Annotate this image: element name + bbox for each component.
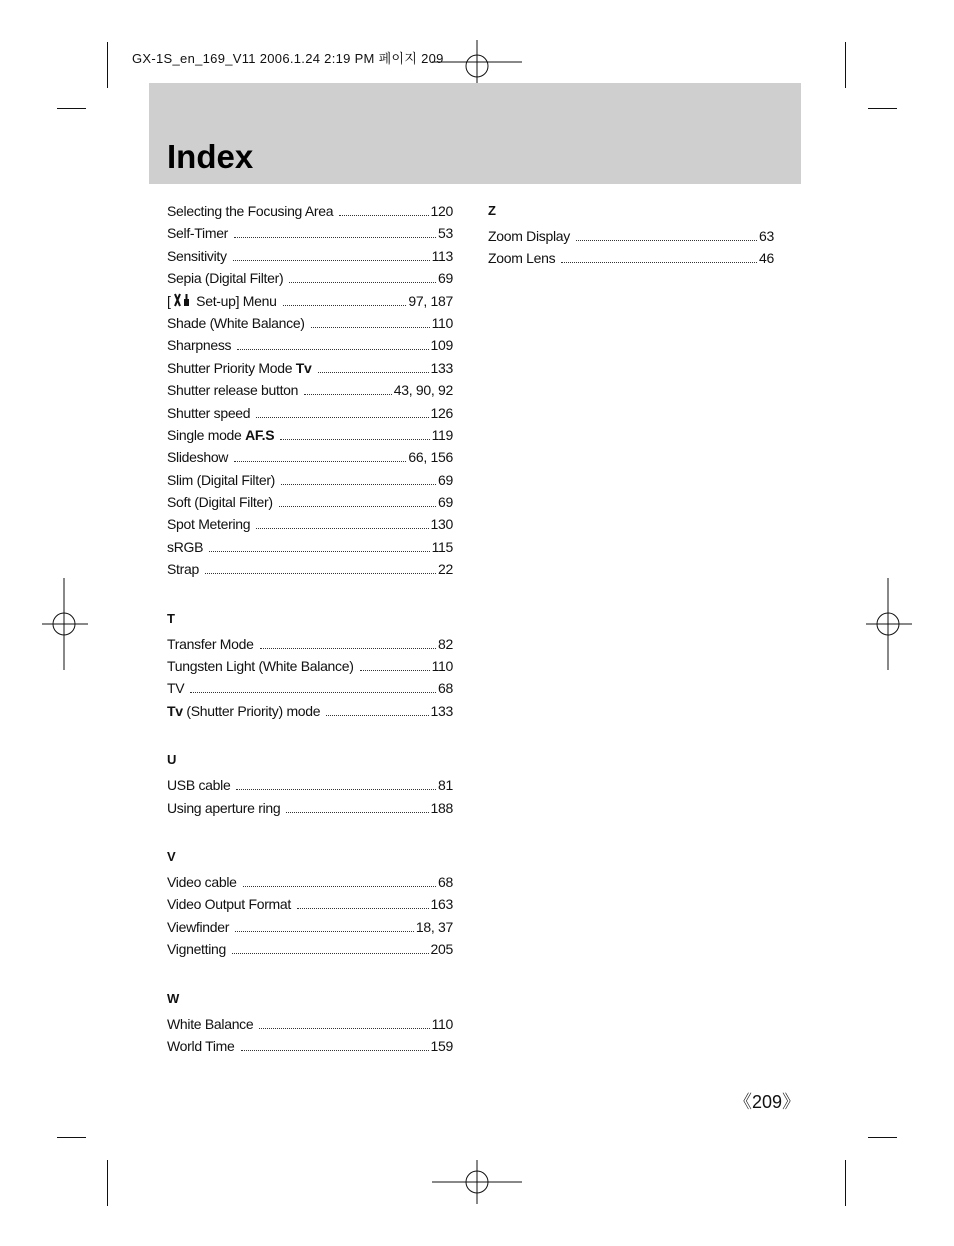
term-text: Sensitivity — [167, 247, 227, 264]
index-pages: 68 — [438, 873, 453, 890]
page-title: Index — [167, 138, 254, 175]
index-entry — [167, 491, 453, 513]
index-term — [167, 334, 231, 356]
term-text: Vignetting — [167, 941, 227, 958]
registration-mark-top — [430, 40, 524, 84]
index-entry — [167, 797, 453, 819]
registration-mark-bottom — [430, 1160, 524, 1204]
leader-dots — [339, 215, 428, 216]
index-term — [167, 379, 298, 401]
index-pages: 22 — [438, 561, 453, 578]
term-text: White Balance — [167, 1015, 254, 1032]
index-entry — [167, 558, 453, 580]
term-text: Shade (White Balance) — [167, 314, 305, 331]
term-text: Sepia (Digital Filter) — [167, 270, 284, 287]
index-term — [167, 700, 320, 722]
index-term — [167, 491, 273, 513]
leader-dots — [236, 789, 436, 790]
index-pages: 69 — [438, 494, 453, 511]
leader-dots — [259, 1028, 429, 1029]
index-entry — [167, 379, 453, 401]
term-text: Single mode — [167, 426, 246, 443]
leader-dots — [286, 812, 428, 813]
section-letter: Z — [488, 203, 496, 218]
leader-dots — [289, 282, 436, 283]
index-pages: 97, 187 — [408, 292, 453, 309]
index-section — [167, 608, 453, 723]
index-pages: 110 — [431, 658, 453, 675]
index-term — [167, 402, 250, 424]
index-pages: 82 — [438, 635, 453, 652]
index-term — [167, 633, 254, 655]
index-entry — [167, 774, 453, 796]
crop-mark — [107, 1160, 108, 1206]
index-entry — [488, 225, 774, 247]
crop-mark — [845, 42, 846, 88]
set-up-icon — [173, 293, 191, 307]
leader-dots — [256, 528, 428, 529]
index-term — [167, 267, 283, 289]
index-pages: 69 — [438, 270, 453, 287]
term-text: USB cable — [167, 777, 231, 794]
index-term — [167, 446, 228, 468]
index-term — [167, 1035, 235, 1057]
leader-dots — [241, 1050, 429, 1051]
term-text: Slideshow — [167, 449, 229, 466]
index-entry — [167, 633, 453, 655]
index-entry — [167, 334, 453, 356]
index-pages: 133 — [430, 702, 453, 719]
tv-mode-icon: Tv — [167, 702, 183, 719]
index-column-left — [167, 200, 453, 1057]
index-section — [167, 988, 453, 1058]
leader-dots — [234, 461, 406, 462]
leader-dots — [576, 240, 757, 241]
term-text: (Shutter Priority) mode — [182, 702, 321, 719]
leader-dots — [260, 648, 436, 649]
index-entry — [167, 357, 453, 379]
index-term — [167, 916, 229, 938]
index-term — [167, 513, 250, 535]
term-text: Self-Timer — [167, 225, 229, 242]
index-term — [167, 677, 184, 699]
index-entry — [167, 677, 453, 699]
index-term — [167, 655, 354, 677]
index-entry — [167, 290, 453, 312]
term-text: Selecting the Focusing Area — [167, 203, 334, 219]
index-entry — [167, 1035, 453, 1057]
leader-dots — [279, 506, 436, 507]
index-term — [167, 312, 305, 334]
leader-dots — [280, 439, 429, 440]
term-text: Spot Metering — [167, 516, 251, 533]
index-pages: 81 — [438, 777, 453, 794]
index-term — [167, 424, 274, 446]
index-term — [167, 222, 228, 244]
leader-dots — [256, 417, 428, 418]
index-column-right — [488, 200, 774, 270]
leader-dots — [304, 394, 392, 395]
index-pages: 69 — [438, 471, 453, 488]
index-entry — [167, 402, 453, 424]
index-term — [167, 245, 227, 267]
index-pages: 63 — [759, 228, 774, 244]
term-text: Tungsten Light (White Balance) — [167, 658, 354, 675]
index-entry — [167, 871, 453, 893]
index-pages: 113 — [431, 247, 453, 264]
term-text: Set-up] Menu — [192, 292, 277, 309]
leader-dots — [297, 908, 429, 909]
af-single-icon: AF.S — [245, 426, 275, 443]
term-text: Shutter speed — [167, 404, 251, 421]
leader-dots — [243, 886, 436, 887]
index-term — [167, 357, 312, 379]
index-pages: 133 — [430, 359, 453, 376]
index-section-s — [167, 200, 453, 581]
crop-mark — [868, 1137, 897, 1138]
index-pages: 66, 156 — [408, 449, 453, 466]
index-term — [167, 558, 199, 580]
index-pages: 43, 90, 92 — [393, 382, 453, 399]
index-entry — [167, 655, 453, 677]
index-term — [488, 225, 570, 247]
term-text: Video cable — [167, 873, 237, 890]
leader-dots — [233, 260, 430, 261]
index-pages: 110 — [431, 314, 453, 331]
leader-dots — [311, 327, 430, 328]
index-pages: 120 — [430, 203, 453, 219]
leader-dots — [209, 551, 429, 552]
index-term — [167, 536, 203, 558]
leader-dots — [237, 349, 428, 350]
term-text: Zoom Lens — [488, 250, 556, 267]
index-pages: 110 — [431, 1015, 453, 1032]
index-entry — [167, 222, 453, 244]
crop-mark — [107, 42, 108, 88]
leader-dots — [283, 305, 407, 306]
index-term — [167, 290, 277, 312]
section-letter: V — [167, 848, 176, 864]
index-term — [167, 938, 226, 960]
term-text: Shutter release button — [167, 382, 299, 399]
index-entry — [167, 446, 453, 468]
print-slug: GX-1S_en_169_V11 2006.1.24 2:19 PM 페이지 209 — [132, 51, 444, 66]
term-text: TV — [167, 680, 185, 697]
index-term — [167, 200, 333, 222]
index-pages: 163 — [430, 896, 453, 913]
term-text: World Time — [167, 1037, 235, 1054]
index-term — [167, 893, 291, 915]
index-entry — [167, 469, 453, 491]
index-pages: 188 — [430, 799, 453, 816]
index-section — [488, 200, 774, 270]
index-entry — [167, 200, 453, 222]
term-text: sRGB — [167, 538, 204, 555]
index-pages: 130 — [430, 516, 453, 533]
registration-mark-left — [42, 578, 88, 670]
index-section — [167, 749, 453, 819]
index-pages: 46 — [759, 250, 774, 267]
term-text: Video Output Format — [167, 896, 291, 913]
crop-mark — [57, 1137, 86, 1138]
leader-dots — [326, 715, 428, 716]
crop-mark — [868, 108, 897, 109]
index-entry — [167, 536, 453, 558]
term-text: Slim (Digital Filter) — [167, 471, 276, 488]
index-pages: 159 — [430, 1037, 453, 1054]
index-pages: 109 — [430, 337, 453, 354]
index-term — [167, 871, 237, 893]
crop-mark — [845, 1160, 846, 1206]
leader-dots — [281, 484, 436, 485]
section-letter: W — [167, 990, 180, 1006]
leader-dots — [190, 692, 436, 693]
term-text: Shutter Priority Mode — [167, 359, 296, 376]
index-term — [167, 469, 275, 491]
index-pages: 68 — [438, 680, 453, 697]
term-text: Sharpness — [167, 337, 232, 354]
leader-dots — [234, 237, 436, 238]
index-entry — [167, 513, 453, 535]
term-text: Using aperture ring — [167, 799, 281, 816]
index-entry — [488, 247, 774, 269]
index-section — [167, 846, 453, 961]
index-pages: 119 — [431, 426, 453, 443]
term-text: Transfer Mode — [167, 635, 254, 652]
leader-dots — [561, 262, 757, 263]
leader-dots — [232, 953, 429, 954]
tv-mode-icon: Tv — [295, 359, 312, 376]
index-pages: 18, 37 — [415, 918, 453, 935]
index-entry — [167, 893, 453, 915]
term-text: Soft (Digital Filter) — [167, 494, 273, 511]
index-entry — [167, 938, 453, 960]
term-text: Viewfinder — [167, 918, 230, 935]
crop-mark — [57, 108, 86, 109]
index-entry — [167, 312, 453, 334]
leader-dots — [360, 670, 430, 671]
section-letter: T — [167, 610, 175, 626]
leader-dots — [318, 372, 429, 373]
term-text: Strap — [167, 561, 199, 578]
page-number: 《209》 — [734, 1092, 801, 1112]
index-entry — [167, 424, 453, 446]
index-entry — [167, 245, 453, 267]
term-text: [ — [167, 292, 171, 309]
index-term — [167, 797, 280, 819]
section-letter: U — [167, 752, 177, 768]
leader-dots — [205, 573, 436, 574]
index-pages: 126 — [430, 404, 453, 421]
index-pages: 115 — [431, 538, 453, 555]
index-term — [167, 774, 230, 796]
index-entry — [167, 1013, 453, 1035]
index-pages: 205 — [430, 941, 453, 958]
index-term — [488, 247, 555, 269]
index-entry — [167, 916, 453, 938]
leader-dots — [235, 931, 414, 932]
index-entry — [167, 700, 453, 722]
index-term — [167, 1013, 253, 1035]
index-pages: 53 — [438, 225, 453, 242]
registration-mark-right — [866, 578, 912, 670]
index-entry — [167, 267, 453, 289]
term-text: Zoom Display — [488, 228, 570, 244]
